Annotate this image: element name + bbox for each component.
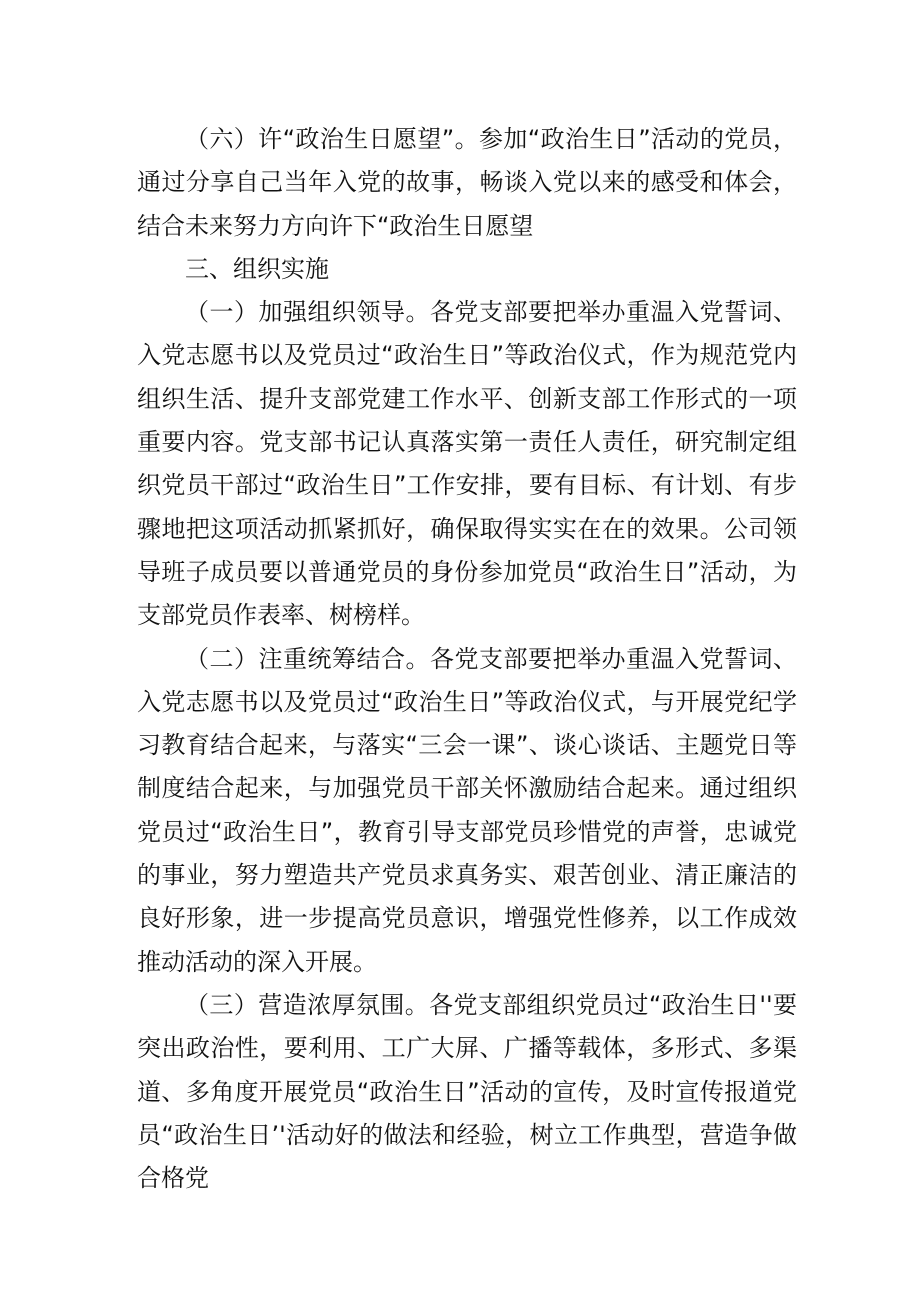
paragraph-leadership: （一）加强组织领导。各党支部要把举办重温入党誓词、入党志愿书以及党员过“政治生日”等政治仪式，作为规范党内组织生活、提升支部党建工作水平、创新支部工作形式的一项重要内容。党支部书记认真落实第一责任人责任，研究制定组织党员干部过“政治生日”工作安排，要有目标、有计划、有步骤地把这项活动抓紧抓好，确保取得实实在在的效果。公司领导班子成员要以普通党员的身份参加党员“政治生日”活动，为支部党员作表率、树榜样。 — [137, 298, 797, 630]
document-body — [137, 118, 797, 1200]
paragraph-coordination: （二）注重统筹结合。各党支部要把举办重温入党誓词、入党志愿书以及党员过“政治生日”等政治仪式，与开展党纪学习教育结合起来，与落实“三会一课”、谈心谈话、主题党日等制度结合起来，与加强党员干部关怀激励结合起来。通过组织党员过“政治生日”，教育引导支部党员珍惜党的声誉，忠诚党的事业，努力塑造共产党员求真务实、艰苦创业、清正廉洁的良好形象，进一步提高党员意识，增强党性修养，以工作成效推动活动的深入开展。 — [137, 644, 797, 976]
paragraph-wish: （六）许“政治生日愿望”。参加“政治生日”活动的党员，通过分享自己当年入党的故事，畅谈入党以来的感受和体会，结合未来努力方向许下“政治生日愿望 — [137, 125, 797, 240]
section-heading-implementation: 三、组织实施 — [185, 254, 329, 283]
paragraph-atmosphere: （三）营造浓厚氛围。各党支部组织党员过“政治生日''要突出政治性，要利用、工广大屏、广播等载体，多形式、多渠道、多角度开展党员“政治生日”活动的宣传，及时宣传报道党员“政治生日’'活动好的做法和经验，树立工作典型，营造争做合格党 — [137, 990, 797, 1193]
